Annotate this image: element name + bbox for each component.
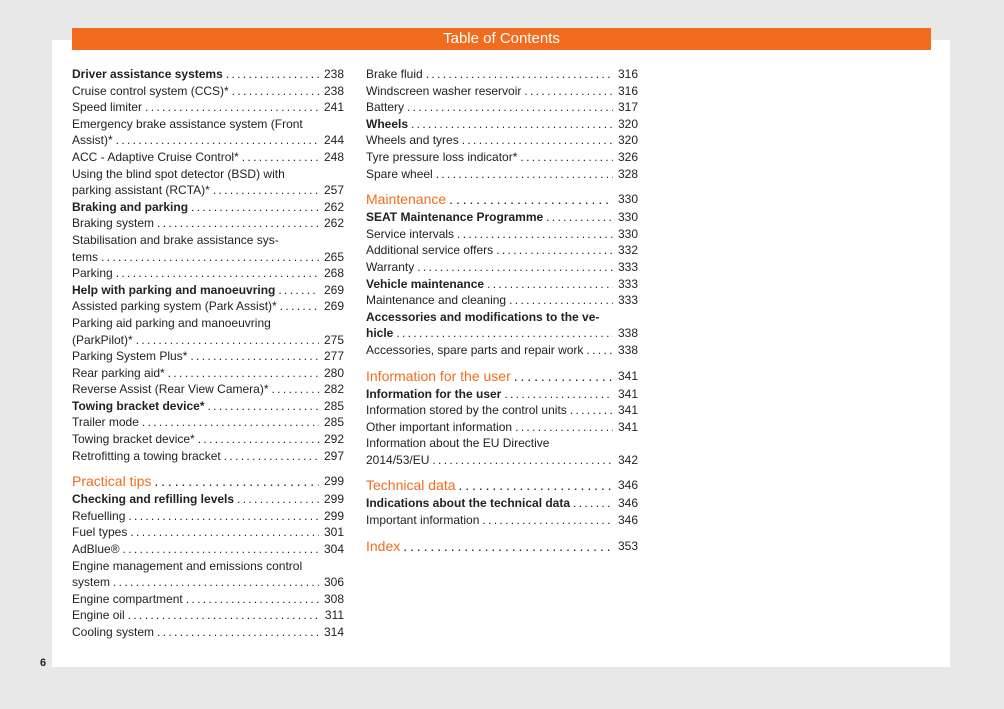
dot-leader (237, 491, 319, 508)
toc-entry-label: system (72, 575, 111, 590)
dot-leader (462, 132, 613, 149)
toc-entry-page: 346 (617, 513, 638, 528)
toc-entry[interactable] (366, 325, 638, 342)
dot-leader (145, 99, 319, 116)
dot-leader (157, 624, 319, 641)
toc-entry-label: Maintenance (366, 191, 447, 208)
toc-entry-label: Driver assistance systems (72, 67, 223, 81)
toc-entry-label: Battery (366, 100, 405, 115)
toc-entry-page: 353 (617, 538, 638, 553)
toc-entry-page: 299 (323, 474, 344, 489)
toc-entry-page: 299 (323, 492, 344, 507)
toc-entry-label: Brake fluid (366, 67, 423, 81)
toc-entry-page: 244 (323, 133, 344, 148)
dot-leader (546, 209, 613, 226)
toc-entry-label: Towing bracket device* (72, 398, 205, 413)
toc-entry-page: 238 (323, 67, 344, 81)
toc-entry[interactable] (366, 66, 638, 83)
dot-leader (432, 452, 613, 469)
toc-entry-page: 241 (323, 100, 344, 115)
toc-entry-line: Parking aid parking and manoeuvring (72, 315, 271, 330)
toc-entry-page: 275 (323, 332, 344, 347)
toc-entry-page: 306 (323, 575, 344, 590)
dot-leader (449, 190, 613, 209)
toc-entry-page: 341 (617, 403, 638, 418)
toc-entry-label: (ParkPilot)* (72, 332, 133, 347)
toc-entry-label: Important information (366, 513, 480, 528)
dot-leader (224, 448, 319, 465)
toc-entry[interactable] (72, 149, 344, 166)
toc-entry-label: Wheels (366, 116, 409, 131)
toc-entry[interactable] (72, 398, 344, 415)
toc-entry-line: Information about the EU Directive (366, 436, 550, 451)
toc-entry-label: Parking System Plus* (72, 349, 188, 364)
toc-chapter[interactable] (366, 367, 638, 386)
toc-chapter[interactable] (366, 190, 638, 209)
toc-entry-page: 282 (323, 382, 344, 397)
toc-entry-page: 328 (617, 166, 638, 181)
toc-entry[interactable] (366, 116, 638, 133)
toc-entry-label: Retrofitting a towing bracket (72, 448, 221, 463)
toc-entry[interactable] (72, 265, 344, 282)
dot-leader (128, 508, 319, 525)
dot-leader (573, 495, 613, 512)
toc-entry-page: 292 (323, 432, 344, 447)
toc-entry-page: 265 (323, 249, 344, 264)
toc-entry[interactable] (72, 365, 344, 382)
toc-entry-page: 341 (617, 419, 638, 434)
toc-entry[interactable] (72, 624, 344, 641)
toc-entry-label: Spare wheel (366, 166, 433, 181)
toc-column-right (366, 66, 638, 556)
toc-entry-label: Index (366, 537, 401, 554)
toc-entry[interactable] (72, 199, 344, 216)
toc-entry[interactable] (366, 83, 638, 100)
toc-entry-page: 299 (323, 508, 344, 523)
dot-leader (417, 259, 613, 276)
toc-entry[interactable] (72, 182, 344, 199)
toc-entry[interactable] (72, 414, 344, 431)
dot-leader (524, 83, 613, 100)
toc-entry[interactable] (72, 332, 344, 349)
dot-leader (509, 292, 613, 309)
dot-leader (280, 298, 319, 315)
toc-entry-label: Cooling system (72, 625, 155, 639)
toc-entry[interactable] (72, 249, 344, 266)
toc-entry-label: Accessories, spare parts and repair work (366, 342, 584, 357)
toc-entry[interactable] (366, 386, 638, 403)
dot-leader (130, 524, 319, 541)
toc-entry-page: 277 (323, 349, 344, 364)
toc-entry-page: 346 (617, 478, 638, 493)
toc-entry-page: 248 (323, 149, 344, 164)
toc-entry-page: 301 (323, 525, 344, 540)
dot-leader (186, 591, 319, 608)
toc-entry-page: 311 (324, 608, 344, 623)
toc-entry[interactable] (72, 132, 344, 149)
toc-entry-page: 330 (617, 192, 638, 207)
dot-leader (136, 332, 319, 349)
dot-leader (482, 512, 613, 529)
toc-entry-page: 326 (617, 149, 638, 164)
toc-entry-page: 316 (617, 83, 638, 98)
toc-entry[interactable] (72, 591, 344, 608)
toc-entry-page: 333 (617, 276, 638, 291)
toc-entry-label: Checking and refilling levels (72, 492, 235, 507)
dot-leader (168, 365, 319, 382)
toc-entry-page: 333 (617, 293, 638, 308)
toc-entry-label: Technical data (366, 477, 456, 494)
toc-entry-page: 269 (323, 282, 344, 297)
dot-leader (113, 574, 319, 591)
toc-entry-page: 341 (617, 386, 638, 401)
toc-entry-page: 338 (617, 342, 638, 357)
toc-entry[interactable] (72, 83, 344, 100)
page-title: Table of Contents (72, 28, 931, 50)
dot-leader (191, 199, 319, 216)
dot-leader (123, 541, 319, 558)
page-number: 6 (40, 657, 47, 669)
toc-entry[interactable] (366, 276, 638, 293)
dot-leader (396, 325, 613, 342)
dot-leader (586, 342, 613, 359)
toc-entry[interactable] (366, 209, 638, 226)
toc-entry-label: 2014/53/EU (366, 452, 430, 467)
toc-entry-label: Warranty (366, 259, 415, 274)
toc-entry[interactable] (72, 448, 344, 465)
dot-leader (128, 607, 319, 624)
toc-entry[interactable] (366, 99, 638, 116)
toc-entry[interactable] (366, 512, 638, 529)
toc-entry-label: Additional service offers (366, 243, 494, 258)
toc-entry-label: parking assistant (RCTA)* (72, 183, 210, 198)
toc-entry-line: Using the blind spot detector (BSD) with (72, 166, 285, 181)
toc-entry-page: 317 (617, 100, 638, 115)
dot-leader (457, 226, 613, 243)
toc-entry[interactable] (72, 524, 344, 541)
toc-entry[interactable] (366, 342, 638, 359)
dot-leader (514, 367, 613, 386)
toc-entry-label: Speed limiter (72, 100, 143, 115)
toc-entry-label: SEAT Maintenance Programme (366, 210, 544, 225)
toc-entry[interactable] (72, 607, 344, 624)
toc-entry-page: 262 (323, 199, 344, 214)
dot-leader (570, 402, 613, 419)
toc-entry[interactable] (72, 348, 344, 365)
toc-entry-label: Reverse Assist (Rear View Camera)* (72, 382, 269, 397)
toc-entry-label: Practical tips (72, 473, 152, 490)
toc-entry-label: Engine oil (72, 608, 125, 623)
dot-leader (154, 472, 319, 491)
toc-entry[interactable] (366, 226, 638, 243)
dot-leader (459, 476, 613, 495)
dot-leader (403, 537, 613, 556)
toc-entry[interactable] (72, 491, 344, 508)
toc-entry-label: Braking and parking (72, 199, 189, 214)
dot-leader (190, 348, 319, 365)
toc-entry-label: Refuelling (72, 508, 126, 523)
toc-entry-page: 262 (323, 216, 344, 231)
toc-entry-page: 330 (617, 226, 638, 241)
dot-leader (515, 419, 613, 436)
toc-entry-label: Assist)* (72, 133, 113, 148)
toc-entry-page: 342 (617, 452, 638, 467)
toc-entry[interactable] (72, 574, 344, 591)
toc-entry-page: 304 (323, 542, 344, 557)
toc-entry-label: Engine compartment (72, 591, 183, 606)
toc-entry[interactable] (366, 402, 638, 419)
dot-leader (411, 116, 613, 133)
toc-entry[interactable] (366, 495, 638, 512)
dot-leader (242, 149, 319, 166)
dot-leader (407, 99, 613, 116)
toc-entry-page: 338 (617, 326, 638, 341)
toc-entry-label: Parking (72, 266, 113, 281)
toc-entry[interactable] (366, 419, 638, 436)
toc-entry-page: 269 (323, 299, 344, 314)
toc-entry-page: 280 (323, 365, 344, 380)
toc-entry-page: 316 (617, 67, 638, 81)
toc-column-left (72, 66, 344, 641)
toc-entry-label: Help with parking and manoeuvring (72, 282, 276, 297)
toc-entry-label: AdBlue® (72, 542, 120, 557)
toc-entry-page: 332 (617, 243, 638, 258)
toc-entry-label: Towing bracket device* (72, 432, 195, 447)
toc-entry[interactable] (72, 508, 344, 525)
dot-leader (520, 149, 613, 166)
toc-entry-page: 330 (617, 210, 638, 225)
toc-entry-label: tems (72, 249, 99, 264)
toc-entry-label: Other important information (366, 419, 513, 434)
toc-entry-label: Fuel types (72, 525, 128, 540)
dot-leader (504, 386, 613, 403)
toc-entry-label: Information for the user (366, 386, 502, 401)
toc-entry-label: Assisted parking system (Park Assist)* (72, 299, 277, 314)
dot-leader (101, 249, 319, 266)
toc-entry-label: Tyre pressure loss indicator* (366, 149, 518, 164)
dot-leader (272, 381, 319, 398)
toc-entry-page: 297 (323, 448, 344, 463)
dot-leader (226, 66, 319, 83)
toc-entry-line: Stabilisation and brake assistance sys- (72, 232, 279, 247)
toc-entry-label: Trailer mode (72, 415, 139, 430)
dot-leader (116, 132, 319, 149)
toc-entry-line: Emergency brake assistance system (Front (72, 116, 303, 131)
toc-entry[interactable] (72, 66, 344, 83)
toc-entry[interactable] (366, 149, 638, 166)
toc-entry[interactable] (72, 298, 344, 315)
toc-entry[interactable] (366, 259, 638, 276)
dot-leader (116, 265, 319, 282)
dot-leader (213, 182, 319, 199)
toc-entry-page: 346 (617, 496, 638, 511)
dot-leader (208, 398, 320, 415)
dot-leader (198, 431, 319, 448)
toc-entry-page: 314 (323, 625, 344, 639)
dot-leader (142, 414, 319, 431)
dot-leader (278, 282, 319, 299)
toc-entry[interactable] (366, 292, 638, 309)
toc-entry-page: 320 (617, 116, 638, 131)
toc-entry-label: Maintenance and cleaning (366, 293, 507, 308)
toc-entry-line: Accessories and modifications to the ve- (366, 309, 600, 324)
toc-entry[interactable] (72, 99, 344, 116)
toc-entry-label: Vehicle maintenance (366, 276, 485, 291)
toc-chapter[interactable] (366, 476, 638, 495)
toc-entry-label: Braking system (72, 216, 155, 231)
toc-entry-page: 257 (323, 183, 344, 198)
toc-entry[interactable] (72, 541, 344, 558)
toc-entry-label: Rear parking aid* (72, 365, 165, 380)
toc-entry[interactable] (366, 166, 638, 183)
toc-entry-page: 320 (617, 133, 638, 148)
toc-entry-page: 308 (323, 591, 344, 606)
toc-entry-page: 341 (617, 368, 638, 383)
toc-entry[interactable] (366, 132, 638, 149)
toc-entry[interactable] (72, 215, 344, 232)
dot-leader (436, 166, 613, 183)
dot-leader (487, 276, 613, 293)
toc-entry-label: Wheels and tyres (366, 133, 459, 148)
toc-entry-label: Information for the user (366, 367, 511, 384)
toc-entry[interactable] (72, 431, 344, 448)
dot-leader (157, 215, 319, 232)
toc-entry-label: Indications about the technical data (366, 496, 571, 511)
dot-leader (426, 66, 613, 83)
toc-chapter[interactable] (366, 537, 638, 556)
dot-leader (232, 83, 319, 100)
toc-chapter[interactable] (72, 472, 344, 491)
toc-entry-page: 333 (617, 259, 638, 274)
toc-entry-label: Information stored by the control units (366, 403, 567, 418)
toc-entry-line: Engine management and emissions control (72, 558, 303, 573)
toc-entry-page: 285 (323, 398, 344, 413)
toc-entry-label: Service intervals (366, 226, 455, 241)
toc-entry-label: hicle (366, 326, 394, 341)
toc-entry[interactable] (72, 381, 344, 398)
toc-entry-label: ACC - Adaptive Cruise Control* (72, 149, 239, 164)
toc-entry-label: Windscreen washer reservoir (366, 83, 522, 98)
toc-entry[interactable] (366, 242, 638, 259)
toc-entry[interactable] (72, 282, 344, 299)
toc-entry[interactable] (366, 452, 638, 469)
toc-entry-page: 285 (323, 415, 344, 430)
toc-entry-label: Cruise control system (CCS)* (72, 83, 229, 98)
toc-entry-page: 238 (323, 83, 344, 98)
toc-entry-page: 268 (323, 266, 344, 281)
dot-leader (496, 242, 613, 259)
